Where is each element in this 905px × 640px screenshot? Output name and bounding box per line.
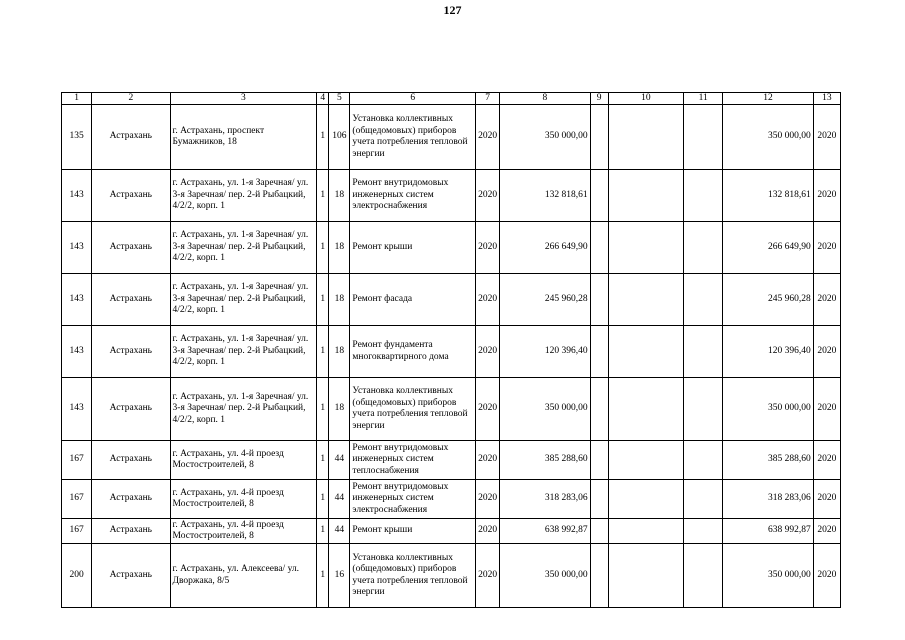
cell-number: 135 <box>62 105 92 170</box>
cell-municipality: Астрахань <box>92 480 170 519</box>
column-header: 6 <box>350 93 476 105</box>
cell-col11 <box>684 170 723 222</box>
cell-year: 2020 <box>476 105 500 170</box>
column-header: 7 <box>476 93 500 105</box>
cell-col4: 1 <box>317 441 329 480</box>
cell-number: 143 <box>62 326 92 378</box>
cell-col12: 350 000,00 <box>723 544 813 608</box>
cell-col5: 18 <box>329 222 350 274</box>
cell-col10 <box>608 480 683 519</box>
cell-col12: 266 649,90 <box>723 222 813 274</box>
cell-cost: 350 000,00 <box>500 105 590 170</box>
cell-col10 <box>608 378 683 441</box>
cell-year: 2020 <box>476 378 500 441</box>
cell-col5: 106 <box>329 105 350 170</box>
cell-number: 200 <box>62 544 92 608</box>
cell-col5: 44 <box>329 480 350 519</box>
cell-work-type: Установка коллективных (общедомовых) приборов учета потребления тепловой энергии <box>350 544 476 608</box>
cell-work-type: Ремонт внутридомовых инженерных систем электроснабжения <box>350 170 476 222</box>
column-header: 1 <box>62 93 92 105</box>
cell-col5: 44 <box>329 441 350 480</box>
cell-col5: 44 <box>329 519 350 544</box>
table-row <box>62 326 841 378</box>
cell-col4: 1 <box>317 480 329 519</box>
cell-col13: 2020 <box>813 480 840 519</box>
cell-col4: 1 <box>317 105 329 170</box>
column-header: 11 <box>684 93 723 105</box>
cell-col10 <box>608 105 683 170</box>
cell-col11 <box>684 519 723 544</box>
cell-col5: 18 <box>329 274 350 326</box>
cell-col9 <box>590 222 608 274</box>
cell-col4: 1 <box>317 170 329 222</box>
cell-col4: 1 <box>317 544 329 608</box>
cell-address: г. Астрахань, ул. 1-я Заречная/ ул. 3-я Заречная/ пер. 2-й Рыбацкий, 4/2/2, корп. 1 <box>170 274 317 326</box>
header-row <box>62 93 841 105</box>
cell-address: г. Астрахань, ул. 1-я Заречная/ ул. 3-я Заречная/ пер. 2-й Рыбацкий, 4/2/2, корп. 1 <box>170 222 317 274</box>
cell-number: 143 <box>62 222 92 274</box>
cell-col5: 18 <box>329 326 350 378</box>
table-row <box>62 480 841 519</box>
table-row <box>62 170 841 222</box>
cell-address: г. Астрахань, ул. 4-й проезд Мостостроителей, 8 <box>170 441 317 480</box>
cell-municipality: Астрахань <box>92 222 170 274</box>
cell-col13: 2020 <box>813 441 840 480</box>
cell-col9 <box>590 480 608 519</box>
page-number: 127 <box>443 3 462 17</box>
cell-year: 2020 <box>476 326 500 378</box>
cell-col10 <box>608 170 683 222</box>
table-row <box>62 222 841 274</box>
cell-col11 <box>684 222 723 274</box>
column-header: 10 <box>608 93 683 105</box>
cell-col10 <box>608 274 683 326</box>
cell-col10 <box>608 326 683 378</box>
cell-col12: 350 000,00 <box>723 105 813 170</box>
column-header: 12 <box>723 93 813 105</box>
cell-col9 <box>590 378 608 441</box>
table-row <box>62 441 841 480</box>
cell-col13: 2020 <box>813 519 840 544</box>
cell-number: 167 <box>62 519 92 544</box>
cell-cost: 132 818,61 <box>500 170 590 222</box>
cell-col13: 2020 <box>813 170 840 222</box>
cell-work-type: Ремонт крыши <box>350 519 476 544</box>
cell-col10 <box>608 441 683 480</box>
column-header: 2 <box>92 93 170 105</box>
cell-municipality: Астрахань <box>92 441 170 480</box>
cell-address: г. Астрахань, ул. 4-й проезд Мостостроителей, 8 <box>170 519 317 544</box>
cell-col11 <box>684 544 723 608</box>
cell-col9 <box>590 519 608 544</box>
cell-work-type: Ремонт внутридомовых инженерных систем электроснабжения <box>350 480 476 519</box>
table-row <box>62 105 841 170</box>
cell-col4: 1 <box>317 222 329 274</box>
cell-municipality: Астрахань <box>92 170 170 222</box>
cell-cost: 318 283,06 <box>500 480 590 519</box>
cell-col10 <box>608 222 683 274</box>
cell-number: 143 <box>62 170 92 222</box>
cell-year: 2020 <box>476 544 500 608</box>
cell-col12: 245 960,28 <box>723 274 813 326</box>
cell-work-type: Установка коллективных (общедомовых) приборов учета потребления тепловой энергии <box>350 378 476 441</box>
column-header: 3 <box>170 93 317 105</box>
table-row <box>62 519 841 544</box>
cell-year: 2020 <box>476 274 500 326</box>
column-header: 13 <box>813 93 840 105</box>
cell-work-type: Установка коллективных (общедомовых) приборов учета потребления тепловой энергии <box>350 105 476 170</box>
cell-number: 143 <box>62 378 92 441</box>
cell-col11 <box>684 441 723 480</box>
table-row <box>62 544 841 608</box>
cell-col12: 318 283,06 <box>723 480 813 519</box>
cell-col4: 1 <box>317 274 329 326</box>
cell-cost: 638 992,87 <box>500 519 590 544</box>
column-header: 8 <box>500 93 590 105</box>
cell-col11 <box>684 274 723 326</box>
column-header: 5 <box>329 93 350 105</box>
cell-col11 <box>684 378 723 441</box>
cell-col5: 18 <box>329 170 350 222</box>
column-header: 9 <box>590 93 608 105</box>
cell-work-type: Ремонт фасада <box>350 274 476 326</box>
cell-municipality: Астрахань <box>92 544 170 608</box>
cell-address: г. Астрахань, ул. Алексеева/ ул. Дворжака, 8/5 <box>170 544 317 608</box>
cell-col11 <box>684 480 723 519</box>
table-body <box>62 105 841 608</box>
cell-col12: 638 992,87 <box>723 519 813 544</box>
cell-col9 <box>590 274 608 326</box>
cell-col11 <box>684 326 723 378</box>
cell-cost: 245 960,28 <box>500 274 590 326</box>
cell-year: 2020 <box>476 480 500 519</box>
table-row <box>62 274 841 326</box>
cell-col13: 2020 <box>813 378 840 441</box>
column-header: 4 <box>317 93 329 105</box>
cell-col9 <box>590 326 608 378</box>
cell-cost: 266 649,90 <box>500 222 590 274</box>
cell-cost: 350 000,00 <box>500 544 590 608</box>
cell-work-type: Ремонт крыши <box>350 222 476 274</box>
cell-address: г. Астрахань, ул. 1-я Заречная/ ул. 3-я Заречная/ пер. 2-й Рыбацкий, 4/2/2, корп. 1 <box>170 170 317 222</box>
cell-cost: 350 000,00 <box>500 378 590 441</box>
cell-col9 <box>590 441 608 480</box>
cell-address: г. Астрахань, ул. 1-я Заречная/ ул. 3-я Заречная/ пер. 2-й Рыбацкий, 4/2/2, корп. 1 <box>170 378 317 441</box>
cell-col13: 2020 <box>813 274 840 326</box>
cell-col10 <box>608 519 683 544</box>
cell-col5: 18 <box>329 378 350 441</box>
cell-col12: 132 818,61 <box>723 170 813 222</box>
cell-year: 2020 <box>476 222 500 274</box>
cell-address: г. Астрахань, ул. 1-я Заречная/ ул. 3-я Заречная/ пер. 2-й Рыбацкий, 4/2/2, корп. 1 <box>170 326 317 378</box>
cell-work-type: Ремонт внутридомовых инженерных систем теплоснабжения <box>350 441 476 480</box>
cell-col13: 2020 <box>813 222 840 274</box>
cell-address: г. Астрахань, проспект Бумажников, 18 <box>170 105 317 170</box>
cell-municipality: Астрахань <box>92 326 170 378</box>
cell-col4: 1 <box>317 326 329 378</box>
cell-number: 167 <box>62 441 92 480</box>
cell-col4: 1 <box>317 519 329 544</box>
cell-col9 <box>590 170 608 222</box>
cell-municipality: Астрахань <box>92 105 170 170</box>
cell-col9 <box>590 544 608 608</box>
cell-col13: 2020 <box>813 544 840 608</box>
cell-col12: 385 288,60 <box>723 441 813 480</box>
cell-number: 167 <box>62 480 92 519</box>
cell-col4: 1 <box>317 378 329 441</box>
cell-work-type: Ремонт фундамента многоквартирного дома <box>350 326 476 378</box>
capital-repair-table <box>61 92 841 608</box>
cell-col13: 2020 <box>813 105 840 170</box>
cell-number: 143 <box>62 274 92 326</box>
cell-col9 <box>590 105 608 170</box>
cell-col12: 350 000,00 <box>723 378 813 441</box>
cell-municipality: Астрахань <box>92 378 170 441</box>
cell-col12: 120 396,40 <box>723 326 813 378</box>
cell-year: 2020 <box>476 441 500 480</box>
cell-cost: 120 396,40 <box>500 326 590 378</box>
cell-year: 2020 <box>476 170 500 222</box>
cell-col10 <box>608 544 683 608</box>
cell-col5: 16 <box>329 544 350 608</box>
cell-municipality: Астрахань <box>92 274 170 326</box>
cell-municipality: Астрахань <box>92 519 170 544</box>
cell-year: 2020 <box>476 519 500 544</box>
cell-cost: 385 288,60 <box>500 441 590 480</box>
cell-col11 <box>684 105 723 170</box>
cell-address: г. Астрахань, ул. 4-й проезд Мостостроителей, 8 <box>170 480 317 519</box>
cell-col13: 2020 <box>813 326 840 378</box>
table-row <box>62 378 841 441</box>
